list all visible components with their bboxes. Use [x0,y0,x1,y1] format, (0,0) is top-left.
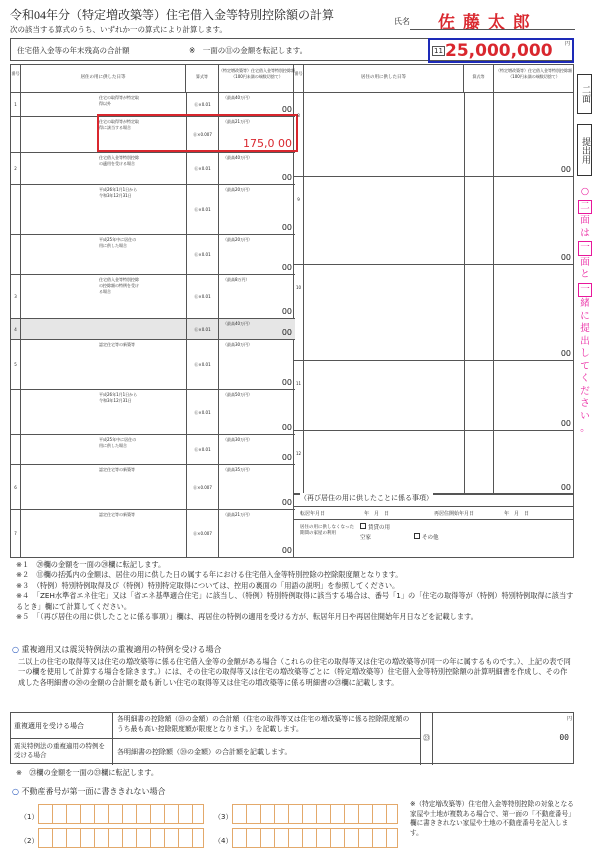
name-label: 氏名 [394,17,410,26]
row-formula: ⑪×0.007 [186,510,219,557]
row-max: （最高20万円） [223,187,253,192]
redo-section-title [12,644,222,655]
re-reside-label: 再居住開始年月日 [434,511,475,517]
property-slot-3[interactable] [232,804,398,824]
note-1: ※１ ⑳欄の金額を一面の⑳欄に転記します。 [16,560,166,569]
row-value-r[interactable]: 00 [560,253,571,262]
col-deduction-header-r: （特定増改築等）住宅借入金等特別控除額（100円未満の端数切捨て） [494,65,574,93]
row-number: 6 [11,465,21,509]
row-label: 住宅借入金等特別控除の適用を受ける場合 [99,155,139,166]
side-tab-page2: 二面 [577,74,592,114]
notice-char: し [580,348,590,359]
row-formula: ⑪×0.01 [186,153,219,184]
row-formula: ⑪×0.007 [186,117,219,152]
row-value[interactable]: 00 [281,263,292,272]
row-max: （最高40万円） [223,321,253,326]
property-slot-1[interactable] [38,804,204,824]
balance-index: 11 [434,47,443,55]
row-value-r[interactable]: 00 [560,165,571,174]
col-no-header-r: 番号 [294,65,304,93]
row-formula: ⑪×0.01 [186,275,219,318]
left-row [11,390,295,435]
right-row [294,93,574,177]
notice-char: 緒 [580,298,590,309]
row-value[interactable]: 00 [281,546,292,555]
notes-block [16,560,576,623]
option-other[interactable] [414,533,439,541]
name-underline [410,29,575,30]
left-row [11,510,295,558]
usage-during-label: 居住の用に供しなくなった期間の家屋の利用 [300,525,354,536]
row-number: 3 [11,275,21,318]
option-rent-label: 賃貸の用 [368,525,391,531]
redo-row1-label: 重複適用を受ける場合 [11,713,113,739]
move-out-date[interactable]: 年 月 日 [364,511,390,517]
row-max: （最高20万円） [223,237,253,242]
row-number-r: 8 [294,93,304,176]
circle-bullet-icon-2: ○ [12,787,19,796]
row-max: （最高35万円） [223,467,253,472]
row-number [11,235,21,274]
row-label: 平成26年1月1日から令和3年12月31日 [99,187,138,198]
row-number: 5 [11,340,21,389]
notice-char: 面 [580,256,590,268]
redo-body: 二以上の住宅の取得等又は住宅の増改築等に係る住宅借入金等の金額がある場合（これらの住宅の取得等又は住宅の増改築等が同一の年に属するものです。）、上記の表で同一の欄を使用して計算する場合を除きます。）には、その住宅の取得等又は住宅の増改築等ごとに（特定増改築等）住宅借入金等特別控除額の計算明細書を作成し、その作成した各明細書の⑳の金額の合計額を最も新しい住宅の取得等又は住宅の増改築等に係る明細書の㉓欄に記載します。 [18,657,571,687]
row-max: （最高21万円） [223,119,253,124]
row-label: 認定住宅等の新築等 [99,512,135,517]
reside-dates-row [294,506,574,520]
side-notice [578,186,592,436]
row-number [11,185,21,234]
property-title-text: 不動産番号が第一面に書ききれない場合 [21,787,166,796]
row-max: （最高8万円） [223,277,250,282]
row-formula-r [464,431,494,494]
row-formula: ⑪×0.01 [186,390,219,434]
redo-footnote: ※ ㉓欄の金額を一面の㉓欄に転記します。 [16,768,159,777]
row-formula-r [464,361,494,430]
note-3: ※３ （特例）特別特例取得及び（特例）特別特定取得については、控用の裏面の「用語の説明」を参照してください。 [16,580,400,590]
row-value[interactable]: 00 [281,498,292,507]
row-formula: ⑪×0.01 [186,435,219,464]
col-deduction-header: （特定増改築等）住宅借入金等特別控除額（100円未満の端数切捨て） [219,65,295,93]
left-row [11,275,295,319]
row-number: 2 [11,153,21,184]
property-slot-2[interactable] [38,828,204,848]
notice-char: 二 [578,200,592,215]
reside-title: （再び居住の用に供したことに係る事項） [300,494,433,502]
row-number-r: 12 [294,431,304,494]
row-number [11,117,21,152]
notice-char: 。 [580,423,590,434]
notice-char: い [580,410,590,422]
row-number-r: 11 [294,361,304,430]
notice-char: ○ [580,186,590,197]
property-title [12,786,166,797]
redo-row1-text: 各明細書の控除額（⑳の金額）の合計額（住宅の取得等又は住宅の増改築等に係る控除限度額のうち最も高い控除限度額が限度となります。）を記載します。 [113,713,421,739]
row-formula: ⑪×0.01 [186,340,219,389]
row-number-r: 9 [294,177,304,264]
row-max: （最高21万円） [223,512,253,517]
row-max: （最高30万円） [223,342,253,347]
reside-section [294,494,574,558]
row-value[interactable]: 00 [281,378,292,387]
row-formula: ⑪×0.01 [186,235,219,274]
notice-char: 一 [578,283,592,298]
row-number [11,390,21,434]
row-value[interactable]: 00 [281,307,292,316]
note-5: ※５ 「（再び居住の用に供したことに係る事項）」欄は、再居住の特例の適用を受ける方が、転居年月日や再居住開始年月日などを記載します。 [16,612,478,622]
page-subtitle: 次の該当する算式のうち、いずれか一の算式により計算します。 [10,25,227,34]
property-note: ※（特定増改築等）住宅借入金等特別控除の対象となる家屋や土地が複数ある場合で、第一面の「不動産番号」欄に書ききれない家屋や土地の不動産番号を記入します。 [410,800,575,837]
row-formula: ⑪×0.01 [186,185,219,234]
row-max: （最高40万円） [223,155,253,160]
circle-bullet-icon: ○ [12,645,19,654]
option-vacant[interactable] [360,533,371,541]
left-row [11,185,295,235]
redo-row2-label: 震災特例法の重複適用の特例を受ける場合 [11,739,113,765]
row-value[interactable]: 00 [281,423,292,432]
option-rent[interactable] [360,523,390,531]
option-vacant-label: 空家 [360,535,372,541]
redo-row2-text: 各明細書の控除額（⑳の金額）の合計額を記載します。 [113,739,421,765]
row-value[interactable]: 00 [281,223,292,232]
balance-label: 住宅借入金等の年末残高の合計額 [17,46,130,55]
row-value[interactable]: 00 [281,453,292,462]
name-value[interactable]: 佐 藤 太 郎 [438,13,531,33]
notice-char: 面 [580,215,590,226]
notice-char: に [580,310,590,322]
col-usage-header-r: 居住の用に供した日等 [304,65,464,93]
row-formula-r [464,177,494,264]
row-number: 7 [11,510,21,557]
row-value[interactable]: 175,0 00 [243,137,292,150]
row-max: （最高40万円） [223,95,253,100]
highlight-row-box [97,114,298,152]
col-no-header: 番号 [11,65,21,93]
notice-char: は [580,227,590,239]
balance-value: 25,000,000 [445,41,553,61]
row-value[interactable]: 00 [281,173,292,182]
right-row [294,265,574,361]
row-label: 平成25年中に居住の用に供した場合 [99,237,137,248]
redo-index: ㉓ [421,713,433,765]
left-row [11,340,295,390]
left-row [11,235,295,275]
col-formula-header: 算式等 [186,65,219,93]
redo-table [10,712,574,764]
balance-value-box[interactable] [428,38,574,63]
row-label: 平成25年中に居住の用に供した場合 [99,437,137,448]
notice-char: だ [580,385,590,397]
redo-value-cell[interactable] [433,713,575,765]
note-2: ※２ ⑪欄の括弧内の金額は、居住の用に供した日の属する年における住宅借入金等特別控除の控除限度額となります。 [16,570,403,580]
notice-char: 出 [580,335,590,347]
row-label: 住宅の取得等が特定取得以外 [99,95,139,106]
row-number: 4 [11,319,21,339]
left-row [11,153,295,185]
notice-char: く [580,373,590,384]
row-value-r[interactable]: 00 [560,419,571,428]
row-value-r[interactable]: 00 [560,483,571,492]
row-number [11,435,21,464]
row-label: 認定住宅等の新築等 [99,467,135,472]
row-label: 住宅の取得等が特定取得に該当する場合 [99,119,139,130]
row-value-r[interactable]: 00 [560,349,571,358]
row-max: （最高30万円） [223,437,253,442]
property-slot-4-label: （4） [214,837,233,845]
row-number-r: 10 [294,265,304,360]
right-row [294,431,574,495]
notice-char: と [580,269,590,280]
row-label: 平成26年1月1日から令和3年12月31日 [99,392,138,403]
page-title: 令和04年分（特定増改築等）住宅借入金等特別控除額の計算 [10,8,335,22]
redo-value: 00 [559,733,569,742]
left-row [11,465,295,510]
property-slot-3-label: （3） [214,813,233,821]
notice-char: さ [580,398,590,409]
notice-char: 提 [580,323,590,334]
row-max: （最高50万円） [223,392,253,397]
col-formula-header-r: 算式等 [464,65,494,93]
row-formula: ⑪×0.007 [186,465,219,509]
checkbox-other[interactable] [414,533,420,539]
right-table [294,64,574,494]
redo-title-text: 重複適用又は震災特例法の重複適用の特例を受ける場合 [21,645,222,654]
row-formula: ⑪×0.01 [186,319,219,339]
property-slot-4[interactable] [232,828,398,848]
option-other-label: その他 [422,535,439,541]
row-formula-r [464,265,494,360]
row-value[interactable]: 00 [281,105,292,114]
left-row [11,319,295,340]
right-row [294,177,574,265]
property-slot-1-label: （1） [20,813,39,821]
row-formula-r [464,93,494,176]
notice-char: て [580,360,590,372]
row-label: 住宅借入金等特別控除の控除額の特例を受ける場合 [99,277,139,294]
right-row [294,361,574,431]
redo-unit: 円 [566,716,572,722]
col-usage-header: 居住の用に供した日等 [21,65,186,93]
note-4: ※４ 「ZEH水準省エネ住宅」又は「省エネ基準適合住宅」に該当し、（特例）特別特例取得に該当する場合は、番号「1」の「住宅の取得等が（特例）特別特例取得に該当するとき」欄にて計算してください。 [16,591,574,611]
re-reside-date[interactable]: 年 月 日 [504,511,530,517]
property-slot-2-label: （2） [20,837,39,845]
side-tab-submit: 提出用 [577,124,592,176]
row-value[interactable]: 00 [281,328,292,337]
left-row [11,435,295,465]
row-formula: ⑪×0.01 [186,93,219,116]
checkbox-rent[interactable] [360,523,366,529]
balance-note: ※ 一面の⑪の金額を転記します。 [189,46,308,55]
move-out-label: 転居年月日 [300,511,326,517]
row-label: 認定住宅等の新築等 [99,342,135,347]
row-number: 1 [11,93,21,116]
balance-unit: 円 [564,41,570,47]
notice-char: 一 [578,241,592,256]
